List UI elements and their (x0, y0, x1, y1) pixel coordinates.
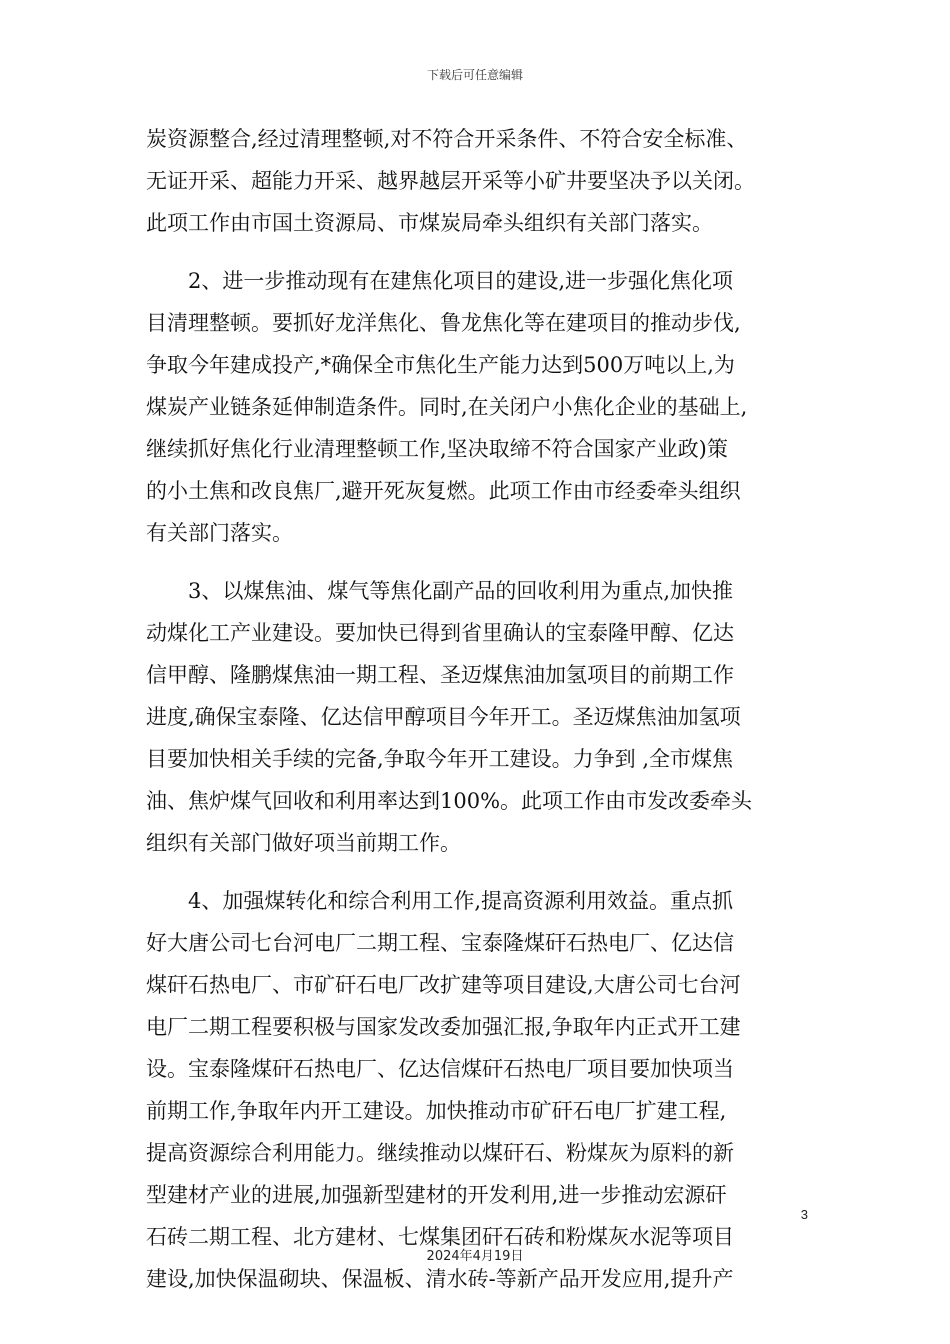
text-line: 3、以煤焦油、煤气等焦化副产品的回收利用为重点,加快推 (146, 579, 734, 603)
footer-date: 2024年4月19日 (426, 1249, 524, 1264)
text-line: 此项工作由市国土资源局、市煤炭局牵头组织有关部门落实。 (146, 211, 713, 235)
paragraph-1 (146, 118, 810, 244)
text-line: 前期工作,争取年内开工建设。加快推动市矿矸石电厂扩建工程, (146, 1099, 727, 1123)
text-line: 4、加强煤转化和综合利用工作,提高资源利用效益。重点抓 (146, 889, 734, 913)
text-line: 有关部门落实。 (146, 521, 293, 545)
paragraph-2 (146, 260, 810, 554)
page-number: 3 (800, 1207, 808, 1222)
text-line: 型建材产业的进展,加强新型建材的开发利用,进一步推动宏源矸 (146, 1183, 727, 1207)
text-line: 油、焦炉煤气回收和利用率达到100%。此项工作由市发改委牵头 (146, 789, 753, 813)
text-line: 的小土焦和改良焦厂,避开死灰复燃。此项工作由市经委牵头组织 (146, 479, 741, 503)
text-line: 信甲醇、隆鹏煤焦油一期工程、圣迈煤焦油加氢项目的前期工作 (146, 663, 734, 687)
text-line: 继续抓好焦化行业清理整顿工作,坚决取缔不符合国家产业政)策 (146, 437, 728, 461)
paragraph-3 (146, 570, 810, 864)
page-header: 下载后可任意编辑 (426, 68, 523, 82)
text-line: 组织有关部门做好项当前期工作。 (146, 831, 461, 855)
paragraph-4 (146, 880, 810, 1300)
text-line: 好大唐公司七台河电厂二期工程、宝泰隆煤矸石热电厂、亿达信 (146, 931, 734, 955)
text-line: 炭资源整合,经过清理整顿,对不符合开采条件、不符合安全标准、 (146, 127, 748, 151)
text-line: 目要加快相关手续的完备,争取今年开工建设。力争到 ,全市煤焦 (146, 747, 734, 771)
text-line: 目清理整顿。要抓好龙洋焦化、鲁龙焦化等在建项目的推动步伐, (146, 311, 741, 335)
text-line: 动煤化工产业建设。要加快已得到省里确认的宝泰隆甲醇、亿达 (146, 621, 734, 645)
text-line: 电厂二期工程要积极与国家发改委加强汇报,争取年内正式开工建 (146, 1015, 741, 1039)
text-line: 2、进一步推动现有在建焦化项目的建设,进一步强化焦化项 (146, 269, 734, 293)
paragraph-gap (146, 554, 810, 570)
text-line: 煤矸石热电厂、市矿矸石电厂改扩建等项目建设,大唐公司七台河 (146, 973, 741, 997)
text-line: 煤炭产业链条延伸制造条件。同时,在关闭户小焦化企业的基础上, (146, 395, 748, 419)
document-body (146, 118, 810, 1300)
paragraph-gap (146, 244, 810, 260)
text-line: 提高资源综合利用能力。继续推动以煤矸石、粉煤灰为原料的新 (146, 1141, 734, 1165)
text-line: 无证开采、超能力开采、越界越层开采等小矿井要坚决予以关闭。 (146, 169, 755, 193)
text-line: 争取今年建成投产,*确保全市焦化生产能力达到500万吨以上,为 (146, 353, 735, 377)
text-line: 设。宝泰隆煤矸石热电厂、亿达信煤矸石热电厂项目要加快项当 (146, 1057, 734, 1081)
text-line: 建设,加快保温砌块、保温板、清水砖-等新产品开发应用,提升产 (146, 1267, 734, 1291)
text-line: 石砖二期工程、北方建材、七煤集团矸石砖和粉煤灰水泥等项目 (146, 1225, 734, 1249)
paragraph-gap (146, 864, 810, 880)
text-line: 进度,确保宝泰隆、亿达信甲醇项目今年开工。圣迈煤焦油加氢项 (146, 705, 741, 729)
